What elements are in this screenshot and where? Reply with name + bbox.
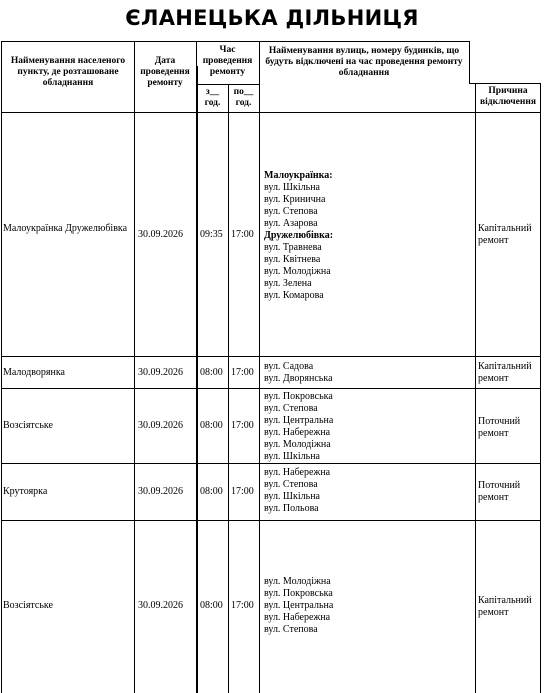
- street-list: [264, 576, 468, 636]
- street-item: вул. Набережна: [264, 467, 331, 478]
- settlement-name: Малодворянка: [3, 367, 65, 378]
- repair-date: 30.09.2026: [138, 229, 183, 240]
- street-item: вул. Квітнева: [264, 254, 321, 265]
- time-from: 08:00: [200, 486, 223, 497]
- street-item: вул. Молодіжна: [264, 266, 331, 277]
- street-item: вул. Покровська: [264, 588, 333, 599]
- street-list: [264, 467, 468, 515]
- street-item: вул. Травнева: [264, 242, 322, 253]
- street-list: [264, 361, 468, 385]
- time-from: 08:00: [200, 367, 223, 378]
- time-to: 17:00: [231, 486, 254, 497]
- time-from: 08:00: [200, 420, 223, 431]
- header-time: Час проведення ремонту: [202, 45, 253, 77]
- street-item: вул. Шкільна: [264, 182, 320, 193]
- town-label: Дружелюбівка:: [264, 230, 334, 241]
- outage-reason: Капітальний ремонт: [478, 361, 532, 384]
- street-item: вул. Дворянська: [264, 373, 333, 384]
- street-item: вул. Степова: [264, 403, 318, 414]
- outage-reason: Поточний ремонт: [478, 480, 521, 503]
- street-item: вул. Молодіжна: [264, 439, 331, 450]
- time-from: 09:35: [200, 229, 223, 240]
- time-from: 08:00: [200, 600, 223, 611]
- repair-date: 30.09.2026: [138, 600, 183, 611]
- time-to: 17:00: [231, 600, 254, 611]
- street-item: вул. Центральна: [264, 415, 334, 426]
- street-item: вул. Набережна: [264, 427, 331, 438]
- street-item: вул. Кринична: [264, 194, 326, 205]
- street-item: вул. Азарова: [264, 218, 318, 229]
- header-reason: Причина відключення: [480, 86, 536, 107]
- time-to: 17:00: [231, 367, 254, 378]
- time-to: 17:00: [231, 420, 254, 431]
- street-item: вул. Садова: [264, 361, 314, 372]
- street-item: вул. Степова: [264, 624, 318, 635]
- header-date: Дата проведення ремонту: [140, 56, 190, 88]
- street-item: вул. Степова: [264, 206, 318, 217]
- settlement-name: Возсіятське: [3, 420, 53, 431]
- outage-reason: Капітальний ремонт: [478, 595, 532, 618]
- street-item: вул. Польова: [264, 503, 319, 514]
- street-item: вул. Набережна: [264, 612, 331, 623]
- street-list: [264, 170, 468, 302]
- repair-date: 30.09.2026: [138, 367, 183, 378]
- street-item: вул. Зелена: [264, 278, 312, 289]
- street-item: вул. Шкільна: [264, 451, 320, 462]
- repair-date: 30.09.2026: [138, 486, 183, 497]
- settlement-name: Крутоярка: [3, 486, 48, 497]
- page-title: ЄЛАНЕЦЬКА ДІЛЬНИЦЯ: [125, 6, 419, 30]
- header-from: з__ год.: [204, 87, 221, 108]
- outage-reason: Капітальний ремонт: [478, 223, 532, 246]
- header-settlement: Найменування населеного пункту, де розташоване обладнання: [10, 56, 126, 88]
- street-item: вул. Молодіжна: [264, 576, 331, 587]
- settlement-name: Возсіятське: [3, 600, 53, 611]
- street-item: вул. Центральна: [264, 600, 334, 611]
- street-item: вул. Покровська: [264, 391, 333, 402]
- settlement-name: Малоукраїнка Дружелюбівка: [3, 223, 128, 234]
- time-to: 17:00: [231, 229, 254, 240]
- street-item: вул. Комарова: [264, 290, 324, 301]
- street-item: вул. Шкільна: [264, 491, 320, 502]
- header-to: по__ год.: [233, 87, 254, 108]
- outage-reason: Поточний ремонт: [478, 416, 521, 439]
- repair-date: 30.09.2026: [138, 420, 183, 431]
- street-list: [264, 391, 468, 463]
- street-item: вул. Степова: [264, 479, 318, 490]
- town-label: Малоукраїнка:: [264, 170, 333, 181]
- header-streets: Найменування вулиць, номеру будинків, що будуть відключені на час проведення ремонту обладнання: [265, 46, 463, 78]
